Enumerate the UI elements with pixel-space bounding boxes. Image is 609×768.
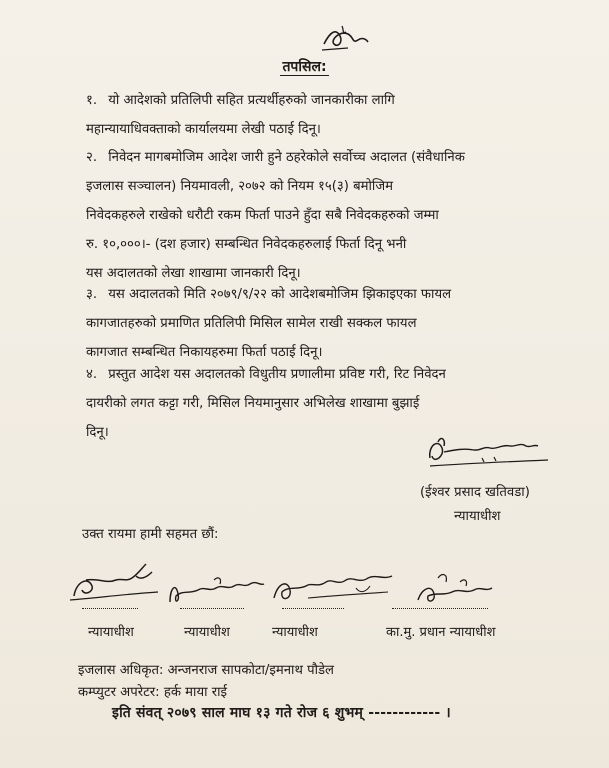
- signature-line: [282, 608, 344, 609]
- signatory-signature: [164, 568, 268, 612]
- court-officer: इजलास अधिकृत: अन्जनराज सापकोटा/इमनाथ पौडेल: [78, 663, 334, 678]
- computer-operator: कम्प्युटर अपरेटर: हर्क माया राई: [78, 685, 227, 700]
- concurrence-statement: उक्त रायमा हामी सहमत छौं:: [82, 527, 219, 542]
- closing-date-line: इति संवत् २०७९ साल माघ १३ गते रोज ६ शुभम् ------------ ।: [112, 705, 451, 721]
- list-item: ३. यस अदालतको मिति २०७९/९/२२ को आदेशबमोजिम झिकाइएका फायल कागजातहरुको प्रमाणित प्रतिलिपी मिसिल सामेल राखी सक्कल फायल कागजात सम्बन्धित निकायहरुमा फिर्ता पठाई दिनू।: [86, 287, 452, 360]
- signatory-title: का.मु. प्रधान न्यायाधीश: [386, 625, 496, 640]
- signatory-signature: [408, 566, 498, 612]
- signatory-title: न्यायाधीश: [184, 625, 230, 640]
- judge-signature: [420, 428, 550, 478]
- signatory-signature: [268, 568, 400, 612]
- list-item: २. निवेदन मागबमोजिम आदेश जारी हुने ठहरेकोले सर्वोच्च अदालत (संवैधानिक इजलास सञ्चालन) नियमावली, २०७२ को नियम १५(३) बमोजिम निवेदकहरुले राखेको धरौटी रकम फिर्ता पाउने हुँदा सबै निवेदकहरुको जम्मा रु. १०,०००।- (दश हजार) सम्बन्धित निवेदकहरुलाई फिर्ता दिनू भनी यस अदालतको लेखा शाखामा जानकारी दिनू।: [86, 150, 465, 281]
- signatory-title: न्यायाधीश: [272, 625, 318, 640]
- judge-name: (ईश्वर प्रसाद खतिवडा): [420, 485, 530, 500]
- list-item: ४. प्रस्तुत आदेश यस अदालतको विधुतीय प्रणालीमा प्रविष्ट गरी, रिट निवेदन दायरीको लगत कट्टा गरी, मिसिल नियमानुसार अभिलेख शाखामा बुझाई दिनू।: [86, 367, 446, 440]
- signature-line: [82, 608, 138, 609]
- list-item: १. यो आदेशको प्रतिलिपी सहित प्रत्यर्थीहरुको जानकारीका लागि महान्यायाधिवक्ताको कार्यालयमा लेखी पठाई दिनू।: [86, 93, 395, 137]
- signature-line: [392, 608, 488, 609]
- signatory-signature: [66, 556, 162, 606]
- top-initials-signature: [318, 22, 372, 56]
- signatory-title: न्यायाधीश: [88, 625, 134, 640]
- page-heading: तपसिल:: [282, 59, 327, 75]
- judge-title: न्यायाधीश: [454, 509, 501, 524]
- signature-line: [180, 608, 244, 609]
